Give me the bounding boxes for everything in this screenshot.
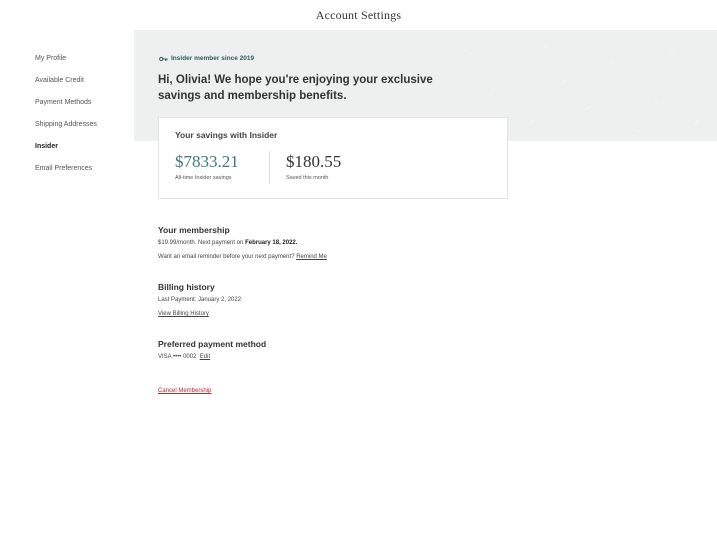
member-since-text: Insider member since 2019: [171, 55, 255, 62]
remind-me-link[interactable]: Remind Me: [296, 254, 327, 260]
savings-card: [158, 117, 508, 199]
all-time-savings-value: $7833.21: [175, 152, 239, 171]
sidebar-item-payment-methods[interactable]: Payment Methods: [35, 99, 92, 106]
sidebar-item-available-credit[interactable]: Available Credit: [35, 77, 84, 84]
sidebar-item-insider[interactable]: Insider: [35, 143, 58, 150]
monthly-savings-stat: [286, 151, 341, 181]
sidebar-item-shipping-addresses[interactable]: Shipping Addresses: [35, 121, 97, 128]
greeting-message: Hi, Olivia! We hope you're enjoying your exclusive savings and membership benefits.: [158, 74, 433, 102]
membership-heading: Your membership: [158, 225, 230, 235]
membership-price-text: $19.99/month. Next payment on: [158, 240, 246, 246]
sidebar-item-email-preferences[interactable]: Email Preferences: [35, 165, 93, 172]
sidebar-nav: [35, 51, 135, 183]
billing-section: [158, 281, 241, 321]
stat-divider: [269, 151, 270, 184]
billing-heading: Billing history: [158, 282, 215, 292]
reminder-line: [158, 250, 327, 264]
payment-card-line: [158, 350, 266, 364]
edit-payment-link[interactable]: Edit: [199, 354, 211, 360]
card-masked-number: VISA •••• 0002: [158, 354, 197, 360]
page-title: Account Settings: [315, 8, 402, 22]
cancel-membership-link[interactable]: Cancel Membership: [158, 388, 212, 394]
savings-card-title: Your savings with Insider: [175, 130, 278, 140]
next-payment-date: February 18, 2022.: [245, 240, 298, 246]
membership-price-line: [158, 236, 327, 250]
sidebar-item-my-profile[interactable]: My Profile: [35, 55, 67, 62]
monthly-savings-caption: Saved this month: [286, 175, 329, 181]
payment-method-section: [158, 338, 266, 364]
payment-method-heading: Preferred payment method: [158, 339, 267, 349]
member-since-badge: [159, 55, 254, 62]
all-time-savings-caption: All-time Insider savings: [175, 175, 232, 181]
all-time-savings-stat: [175, 151, 239, 181]
monthly-savings-value: $180.55: [286, 152, 342, 171]
last-payment-text: Last Payment: January 2, 2022: [158, 297, 242, 303]
view-billing-history-link[interactable]: View Billing History: [158, 311, 209, 317]
reminder-text: Want an email reminder before your next payment?: [158, 254, 297, 260]
key-icon: [159, 56, 168, 62]
membership-section: [158, 224, 327, 264]
